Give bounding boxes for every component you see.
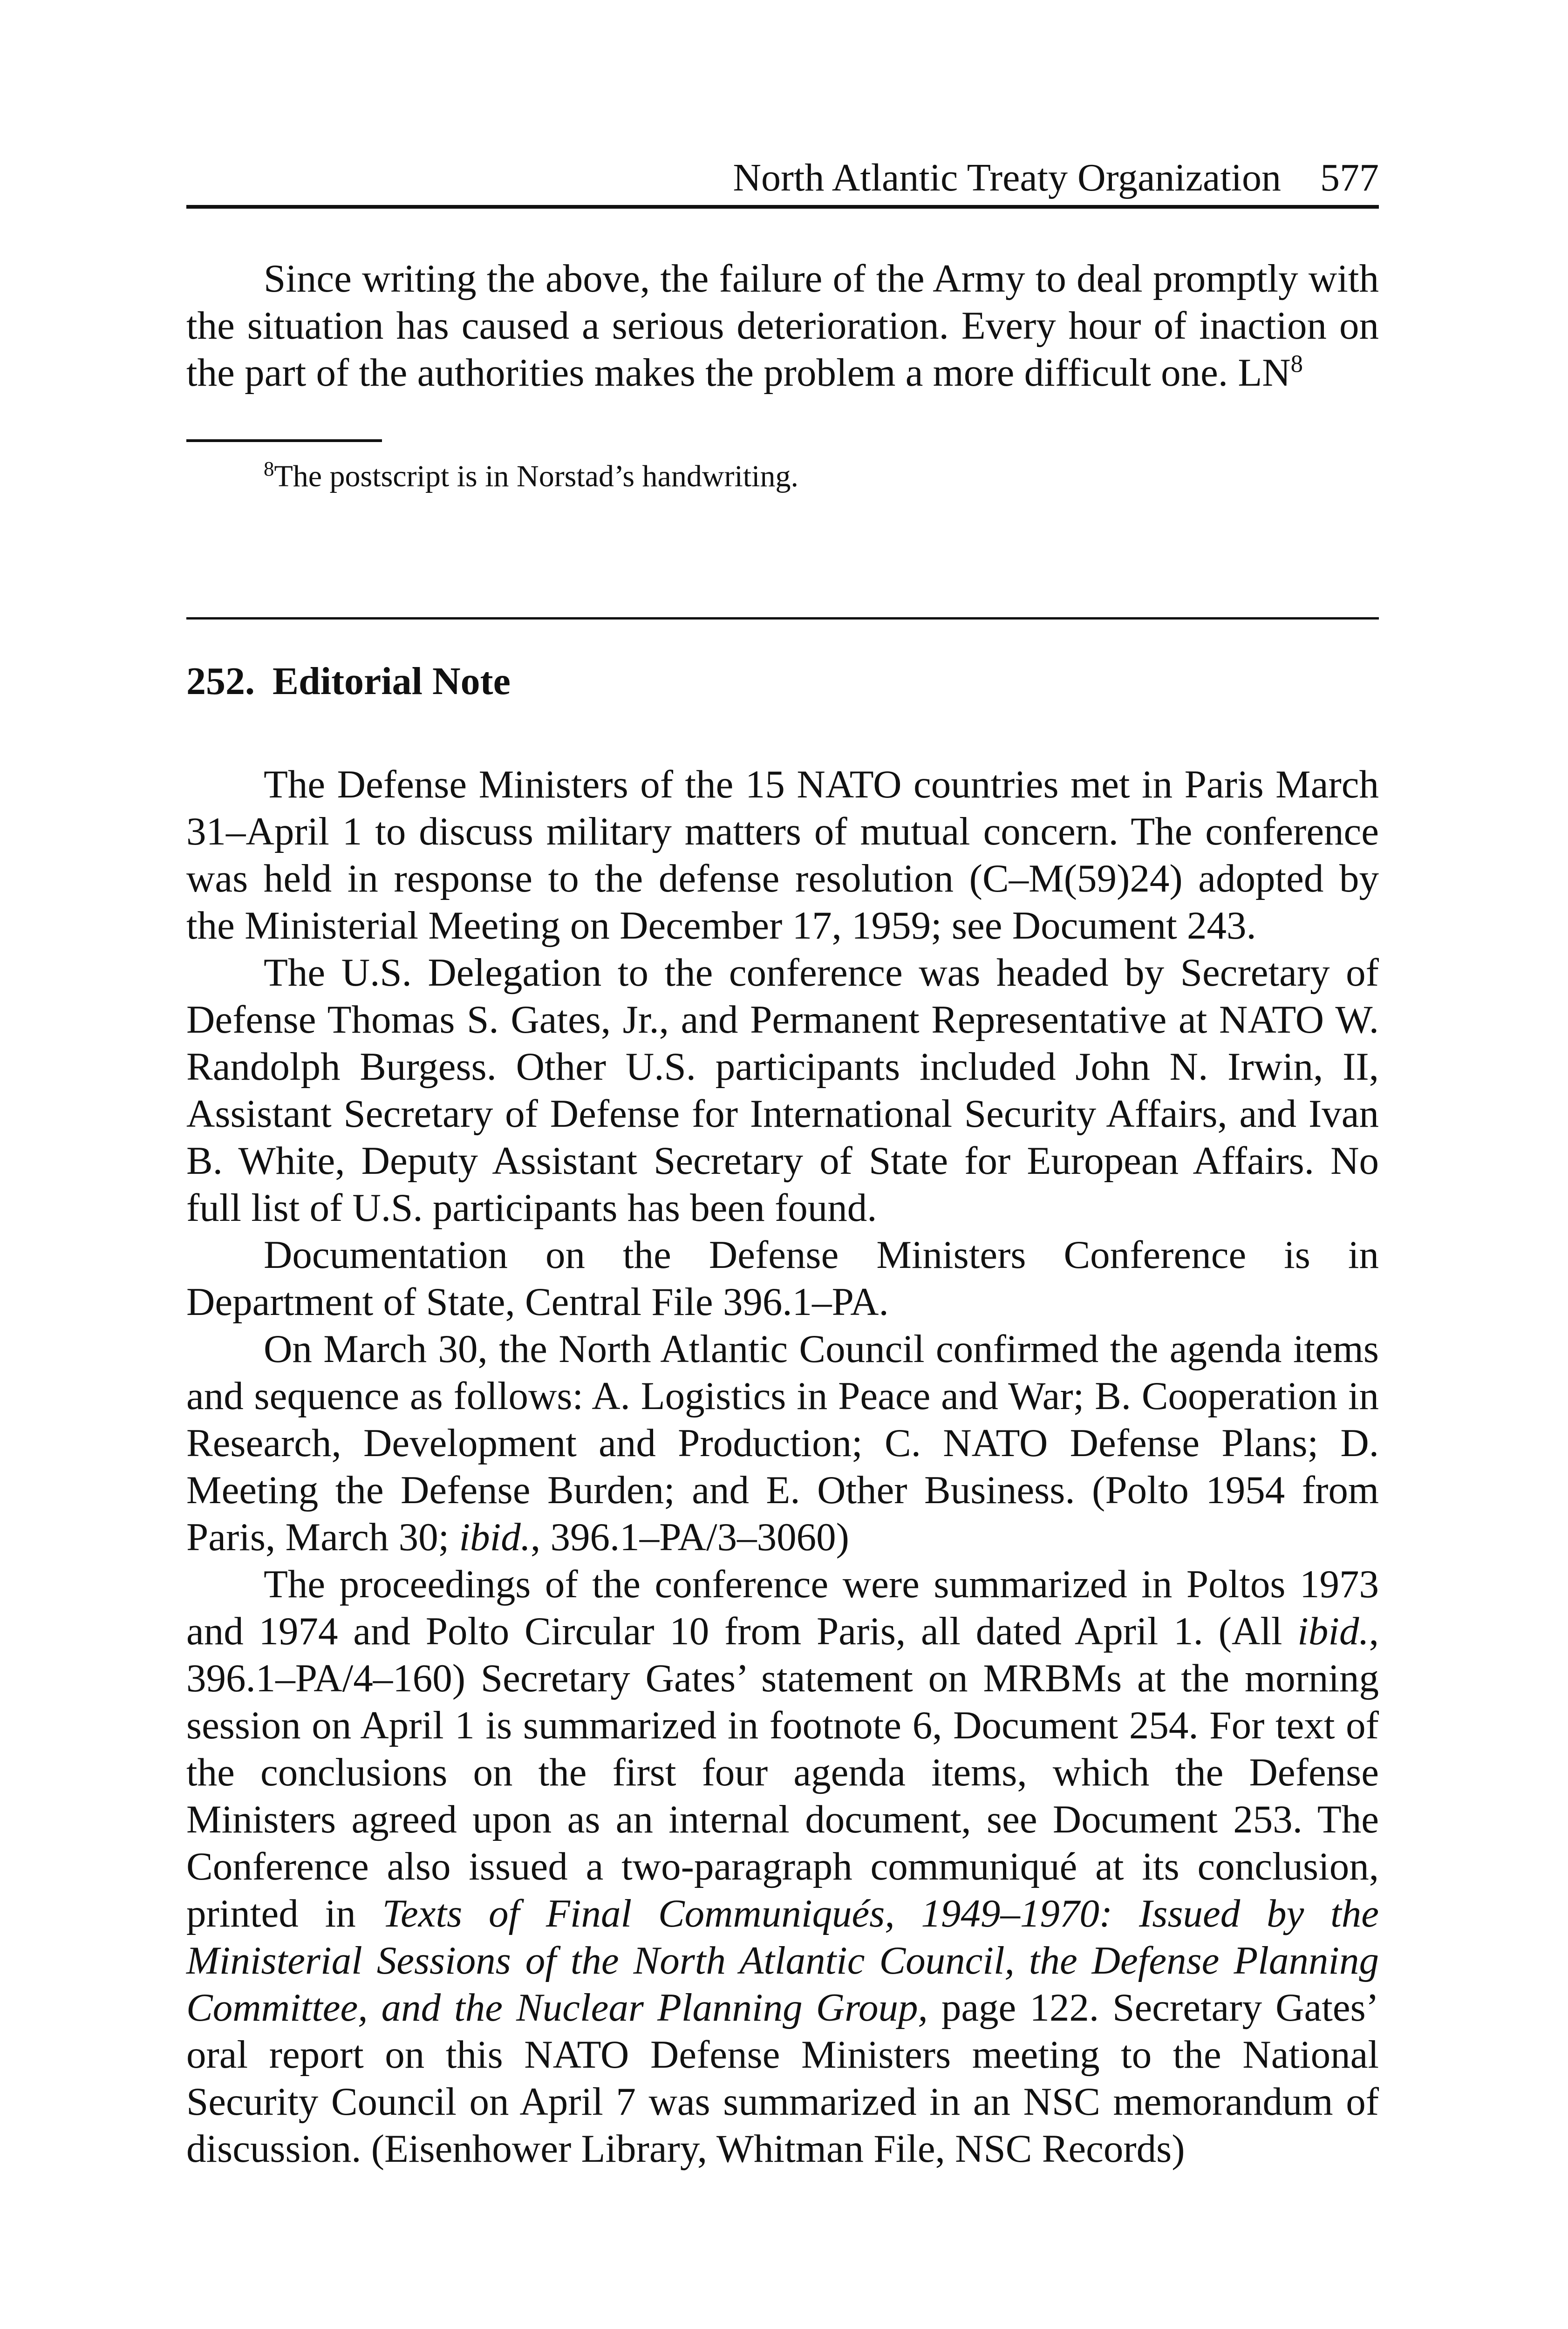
paragraph-5-text-c: page 122. Secretary Gates’ oral report on this NATO Defense Ministers meeting to the National Security Council on April 7 was summarized in an NSC memorandum of discussion. (Eisenhower Library, Whitman File, NSC Records) [186, 1986, 1379, 2171]
section-heading [186, 659, 1379, 705]
running-head [186, 154, 1379, 209]
postscript-paragraph [186, 255, 1379, 396]
paragraph-5 [186, 1561, 1379, 2172]
communiques-title: Texts of Final Communiqués, 1949–1970: Issued by the Ministerial Sessions of the North Atlantic Council, the Defense Planning Committee, and the Nuclear Planning Group, [186, 1892, 1379, 2029]
paragraph-2: The U.S. Delegation to the conference was headed by Secretary of Defense Thomas S. Gates, Jr., and Permanent Representative at NATO W. Randolph Burgess. Other U.S. participants included John N. Irwin, II, Assistant Secretary of Defense for International Security Affairs, and Ivan B. White, Deputy Assistant Secretary of State for European Affairs. No full list of U.S. participants has been found. [186, 951, 1379, 1230]
paragraph-4-text-a: On March 30, the North Atlantic Council confirmed the agenda items and sequence as follows: A. Logistics in Peace and War; B. Cooperation in Research, Development and Production; C. NATO Defense Plans; D. Meeting the Defense Burden; and E. Other Business. (Polto 1954 from Paris, March 30; [186, 1327, 1379, 1559]
paragraph-4 [186, 1326, 1379, 1561]
paragraph-5-ibid: ibid. [1297, 1609, 1369, 1653]
paragraph-3: Documentation on the Defense Ministers Conference is in Department of State, Central File 396.1–PA. [186, 1233, 1379, 1324]
paragraph-5-text-b: , 396.1–PA/4–160) Secretary Gates’ statement on MRBMs at the morning session on April 1 is summarized in footnote 6, Document 254. For text of the conclusions on the first four agenda items, which the Defense Ministers agreed upon as an internal document, see Document 253. The Conference also issued a two-paragraph communiqué at its conclusion, printed in [186, 1609, 1379, 1935]
footnote-reference: 8 [1290, 350, 1303, 378]
paragraph-4-ibid: ibid. [459, 1515, 531, 1559]
paragraph-4-text-b: , 396.1–PA/3–3060) [530, 1515, 849, 1559]
postscript-block [186, 255, 1379, 396]
footnote-number: 8 [264, 457, 274, 480]
footnote-text: The postscript is in Norstad’s handwriting. [274, 459, 798, 493]
footnote-rule [186, 439, 382, 442]
section-number: 252. [186, 660, 255, 703]
editorial-note-body [186, 761, 1379, 2172]
paragraph-1: The Defense Ministers of the 15 NATO countries met in Paris March 31–April 1 to discuss military matters of mutual concern. The conference was held in response to the defense resolution (C–M(59)24) adopted by the Ministerial Meeting on December 17, 1959; see Document 243. [186, 763, 1379, 947]
section-divider [186, 617, 1379, 620]
page-number: 577 [1320, 156, 1379, 199]
paragraph-5-text-a: The proceedings of the conference were summarized in Poltos 1973 and 1974 and Polto Circular 10 from Paris, all dated April 1. (All [186, 1562, 1379, 1653]
document-page [186, 154, 1379, 2172]
postscript-text: Since writing the above, the failure of the Army to deal promptly with the situation has caused a serious deterioration. Every hour of inaction on the part of the authorities makes the problem a more difficult one. LN [186, 257, 1379, 395]
footnote [186, 458, 1379, 495]
running-head-title: North Atlantic Treaty Organization [733, 156, 1281, 199]
section-title: Editorial Note [273, 660, 511, 703]
